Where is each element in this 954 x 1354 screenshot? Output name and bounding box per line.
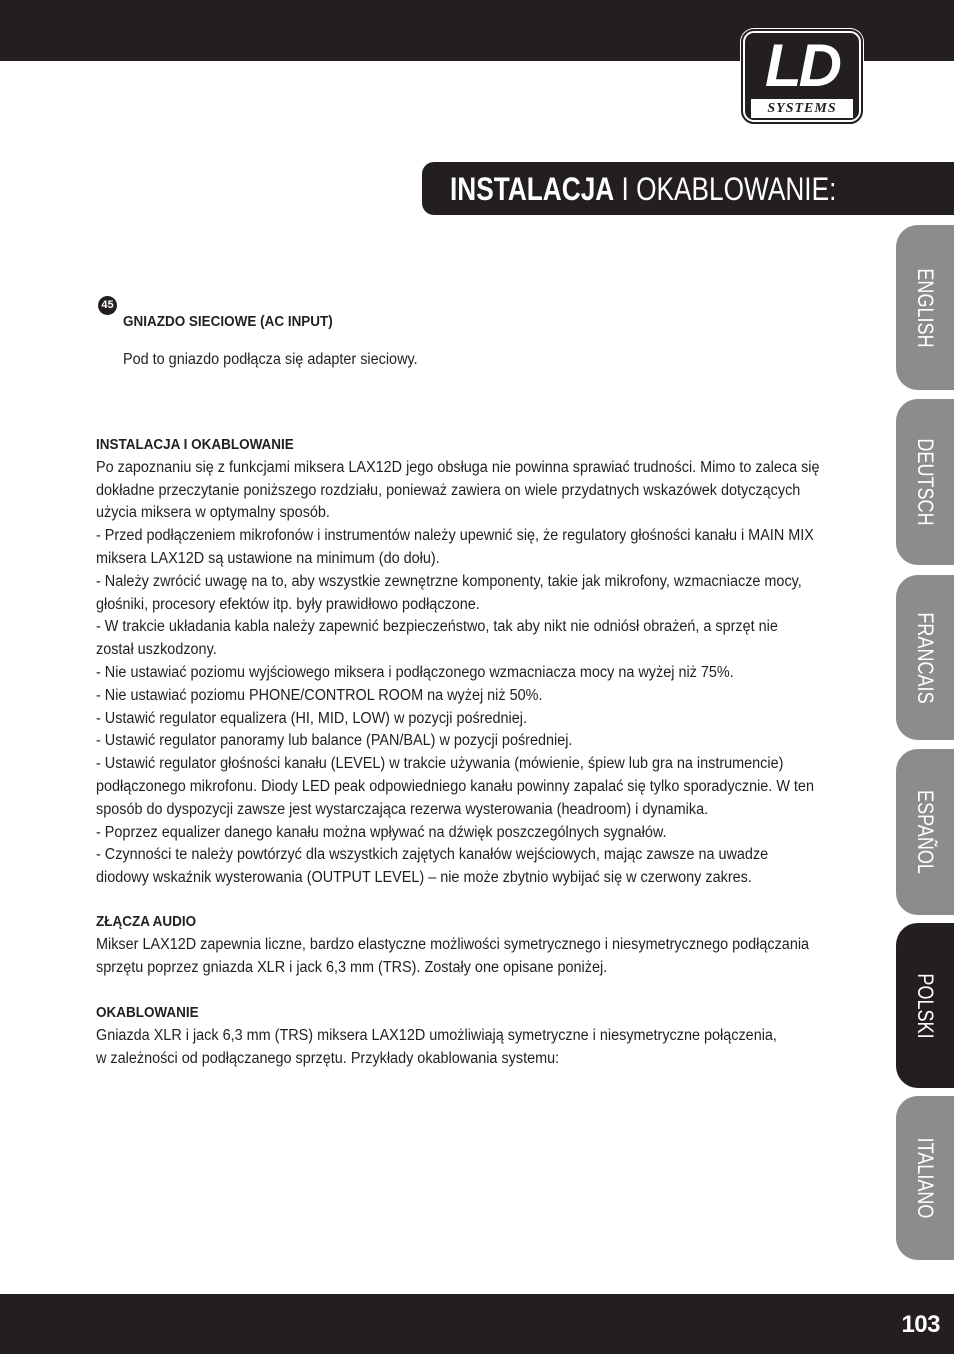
page-number: 103 xyxy=(901,1311,940,1338)
text-line: - Ustawić regulator equalizera (HI, MID, LOW) w pozycji pośredniej. xyxy=(96,709,527,727)
logo-systems-text: SYSTEMS xyxy=(751,99,853,118)
logo-plate xyxy=(743,31,861,122)
language-tab-deutsch[interactable] xyxy=(896,399,954,565)
text-line: Gniazda XLR i jack 6,3 mm (TRS) miksera LAX12D umożliwiają symetryczne i niesymetryczne połączenia, xyxy=(96,1026,777,1044)
text-line: - Ustawić regulator głośności kanału (LEVEL) w trakcie używania (mówienie, śpiew lub gra na instrumencie) xyxy=(96,755,784,773)
text-line: sprzętu poprzez gniazda XLR i jack 6,3 mm (TRS). Zostały one opisane poniżej. xyxy=(96,958,608,976)
language-tab-label: ENGLISH xyxy=(913,267,938,348)
text-line: - Należy zwrócić uwagę na to, aby wszystkie zewnętrzne komponenty, takie jak mikrofony, wzmacniacze mocy, xyxy=(96,572,802,590)
section-heading: INSTALACJA I OKABLOWANIE xyxy=(96,437,294,453)
text-line: dokładne przeczytanie poniższego rozdziału, ponieważ zawiera on wiele przydatnych wskazówek dotyczących xyxy=(96,481,801,499)
language-tab-label: POLSKI xyxy=(913,972,938,1039)
text-line: w zależności od podłączanego sprzętu. Przykłady okablowania systemu: xyxy=(96,1049,560,1067)
item-number-badge: 45 xyxy=(98,296,117,315)
ld-systems-logo xyxy=(740,28,864,125)
language-tab-label: FRANCAIS xyxy=(913,611,938,704)
section-audio-connectors xyxy=(96,911,866,979)
item-ac-input xyxy=(123,296,440,387)
text-line: głośniki, procesory efektów itp. były prawidłowo podłączone. xyxy=(96,595,480,613)
text-line: podłączonego mikrofonu. Diody LED peak odpowiedniego kanału powinny zapalać się tylko sporadycznie. W ten xyxy=(96,777,814,795)
page-title-bold: INSTALACJA xyxy=(450,171,615,207)
bottom-bar xyxy=(0,1294,954,1354)
text-line: - Nie ustawiać poziomu wyjściowego miksera i podłączonego wzmacniacza mocy na wyżej niż 75%. xyxy=(96,663,734,681)
language-tab-italiano[interactable] xyxy=(896,1096,954,1260)
logo-ld-text: LD xyxy=(765,32,839,99)
language-tab-label: DEUTSCH xyxy=(913,438,938,526)
item-text: Pod to gniazdo podłącza się adapter sieciowy. xyxy=(123,350,418,368)
text-line: sposób do dyspozycji zawsze jest wystarczająca rezerwa wysterowania (headroom) i dynamika. xyxy=(96,800,709,818)
text-line: miksera LAX12D są ustawione na minimum (do dołu). xyxy=(96,549,440,567)
section-cabling xyxy=(96,1002,866,1070)
text-line: - W trakcie układania kabla należy zapewnić bezpieczeństwo, tak aby nikt nie odniósł obrażeń, a sprzęt nie xyxy=(96,618,778,636)
language-tab-polski[interactable] xyxy=(896,923,954,1088)
page-title-rest: I OKABLOWANIE: xyxy=(614,171,837,207)
section-heading: ZŁĄCZA AUDIO xyxy=(96,914,197,930)
language-tab-english[interactable] xyxy=(896,225,954,390)
text-line: Po zapoznaniu się z funkcjami miksera LAX12D jego obsługa nie powinna sprawiać trudności. Mimo to zaleca się xyxy=(96,458,820,476)
language-tab-label: ITALIANO xyxy=(913,1137,938,1219)
section-heading: OKABLOWANIE xyxy=(96,1005,199,1021)
item-heading: GNIAZDO SIECIOWE (AC INPUT) xyxy=(123,313,333,330)
text-line: - Przed podłączeniem mikrofonów i instrumentów należy upewnić się, że regulatory głośności kanału i MAIN MIX xyxy=(96,527,814,545)
text-line: - Ustawić regulator panoramy lub balance (PAN/BAL) w pozycji pośredniej. xyxy=(96,732,573,750)
text-line: - Nie ustawiać poziomu PHONE/CONTROL ROOM na wyżej niż 50%. xyxy=(96,686,543,704)
language-tab-francais[interactable] xyxy=(896,575,954,740)
text-line: użycia miksera w optymalny sposób. xyxy=(96,504,330,522)
language-tab-espanol[interactable] xyxy=(896,749,954,915)
text-line: diodowy wskaźnik wysterowania (OUTPUT LEVEL) – nie może zbytnio wybijać się w czerwony zakres. xyxy=(96,869,752,887)
text-line: - Poprzez equalizer danego kanału można wpływać na dźwięk poszczególnych sygnałów. xyxy=(96,823,667,841)
section-title-bar xyxy=(422,162,954,215)
language-tab-label: ESPAÑOL xyxy=(913,790,938,874)
text-line: Mikser LAX12D zapewnia liczne, bardzo elastyczne możliwości symetrycznego i niesymetrycznego podłączania xyxy=(96,935,810,953)
text-line: - Czynności te należy powtórzyć dla wszystkich zajętych kanałów wejściowych, mając zawsze na uwadze xyxy=(96,846,769,864)
section-installation xyxy=(96,434,866,890)
page-title xyxy=(450,168,836,210)
text-line: został uszkodzony. xyxy=(96,641,217,659)
